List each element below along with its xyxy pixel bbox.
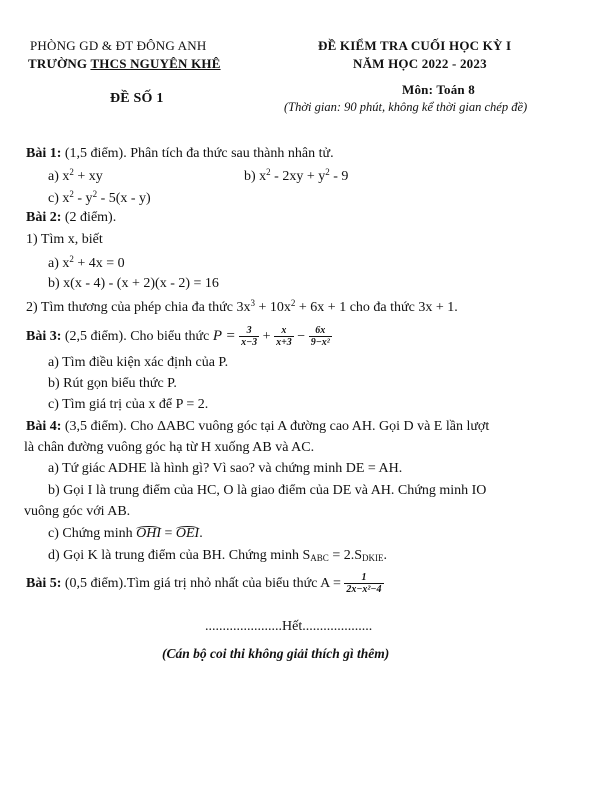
bai3-f1-num: 3 (239, 325, 259, 337)
bai2-a-sq: 2 (69, 254, 74, 264)
bai1-c-pre: c) x (48, 191, 70, 206)
subject: Môn: Toán 8 (402, 82, 476, 97)
bai1-b (244, 167, 348, 185)
bai4-angle-ohi: OHI (136, 526, 161, 541)
bai4-text: (3,5 điểm). Cho ΔABC vuông góc tại A đường cao AH. Gọi D và E lần lượt (61, 419, 490, 434)
bai1-c-sq2: 2 (92, 189, 98, 199)
bai1-c-mid: - y (73, 191, 93, 206)
bai3-a: a) Tìm điều kiện xác định của P. (48, 355, 229, 370)
bai3-b: b) Rút gọn biểu thức P. (48, 376, 177, 391)
bai2-a (48, 254, 125, 272)
bai4-b2: vuông góc với AB. (24, 504, 131, 519)
bai4-heading (26, 419, 489, 435)
bai5-num: 1 (344, 572, 383, 584)
bai4-d-post: . (383, 548, 387, 563)
exam-title: ĐỀ KIỂM TRA CUỐI HỌC KỲ I (318, 38, 512, 53)
bai1-a-post: + xy (73, 169, 103, 184)
exam-code: ĐỀ SỐ 1 (110, 91, 164, 106)
bai5-fraction (344, 572, 383, 595)
bai3-f3-den: 9−x² (310, 337, 330, 349)
bai3-p: P = (212, 328, 236, 344)
bai3-fraction-3 (309, 325, 332, 348)
bai4-d-sub1: ABC (310, 553, 329, 563)
bai3-plus: + (262, 329, 271, 344)
bai4-c (48, 526, 203, 542)
bai3-c: c) Tìm giá trị của x để P = 2. (48, 397, 209, 412)
bai2-heading (26, 210, 116, 226)
bai3-fraction-1 (239, 325, 259, 348)
bai2-cube: 3 (250, 298, 255, 308)
bai4-d-mid: = 2.S (328, 548, 362, 563)
bai2-text: (2 điểm). (61, 210, 117, 225)
bai3-f3-num: 6x (309, 325, 332, 337)
bai3-fraction-2 (274, 325, 294, 348)
bai4-d-pre: d) Gọi K là trung điểm của BH. Chứng minh S (48, 548, 311, 563)
bai1-a (48, 167, 103, 185)
school-year: NĂM HỌC 2022 - 2023 (353, 56, 487, 71)
school-name-underlined: THCS NGUYÊN KHÊ (90, 56, 221, 71)
bai1-label: Bài 1: (26, 146, 62, 161)
bai2-a-post: + 4x = 0 (73, 256, 125, 271)
bai5-text: (0,5 điểm).Tìm giá trị nhỏ nhất của biểu thức A = (61, 576, 345, 591)
bai2-label: Bài 2: (26, 210, 62, 225)
footer-note: (Cán bộ coi thi không giải thích gì thêm) (162, 646, 390, 661)
bai5-label: Bài 5: (26, 576, 62, 591)
bai1-b-mid: - 2xy + y (270, 169, 326, 184)
bai4-d (48, 548, 387, 564)
time-note: (Thời gian: 90 phút, không kể thời gian chép đề) (284, 100, 528, 114)
bai4-b1: b) Gọi I là trung điểm của HC, O là giao điểm của DE và AH. Chứng minh IO (48, 483, 487, 498)
bai5-heading (26, 568, 384, 600)
bai3-f1-den: x−3 (241, 337, 258, 349)
school-prefix: TRƯỜNG (28, 56, 91, 71)
bai4-angle-oei: OEI (175, 526, 200, 541)
bai1-c (48, 189, 151, 207)
bai4-label: Bài 4: (26, 419, 62, 434)
bai1-c-sq1: 2 (69, 189, 74, 199)
bai1-b-post: - 9 (329, 169, 349, 184)
bai2-b: b) x(x - 4) - (x + 2)(x - 2) = 16 (48, 276, 219, 291)
bai3-minus: − (297, 329, 306, 344)
bai2-part2-post: + 6x + 1 cho đa thức 3x + 1. (295, 300, 458, 315)
bai1-heading (26, 146, 334, 162)
bai1-a-pre: a) x (48, 169, 70, 184)
bai1-text: (1,5 điểm). Phân tích đa thức sau thành nhân tử. (61, 146, 334, 161)
bai2-sq: 2 (290, 298, 296, 308)
bai2-part2-pre: 2) Tìm thương của phép chia đa thức 3x (26, 300, 251, 315)
bai2-a-pre: a) x (48, 256, 70, 271)
bai1-a-sq: 2 (69, 167, 74, 177)
bai1-b-pre: b) x (244, 169, 267, 184)
bai4-text2: là chân đường vuông góc hạ từ H xuống AB và AC. (24, 440, 315, 455)
bai3-heading (26, 320, 332, 352)
bai4-c-post: . (199, 526, 203, 541)
bai3-f2-den: x+3 (276, 337, 292, 349)
bai1-b-sq1: 2 (266, 167, 271, 177)
bai3-text: (2,5 điểm). Cho biểu thức (61, 329, 213, 344)
bai1-c-post: - 5(x - y) (97, 191, 151, 206)
school-name (28, 56, 221, 72)
bai3-f2-num: x (274, 325, 294, 337)
bai5-den: 2x−x²−4 (346, 584, 382, 596)
bai2-part2 (26, 298, 458, 316)
end-marker: ......................Hết.................... (205, 619, 373, 634)
bai4-c-eq: = (160, 526, 176, 541)
bai4-d-sub2: DKIE (362, 553, 384, 563)
bai2-part1: 1) Tìm x, biết (26, 232, 103, 247)
department-name: PHÒNG GD & ĐT ĐÔNG ANH (30, 38, 207, 53)
bai2-part2-mid: + 10x (255, 300, 291, 315)
bai4-a: a) Tứ giác ADHE là hình gì? Vì sao? và chứng minh DE = AH. (48, 461, 403, 476)
bai4-c-pre: c) Chứng minh (48, 526, 137, 541)
bai1-b-sq2: 2 (325, 167, 330, 177)
bai3-label: Bài 3: (26, 329, 62, 344)
